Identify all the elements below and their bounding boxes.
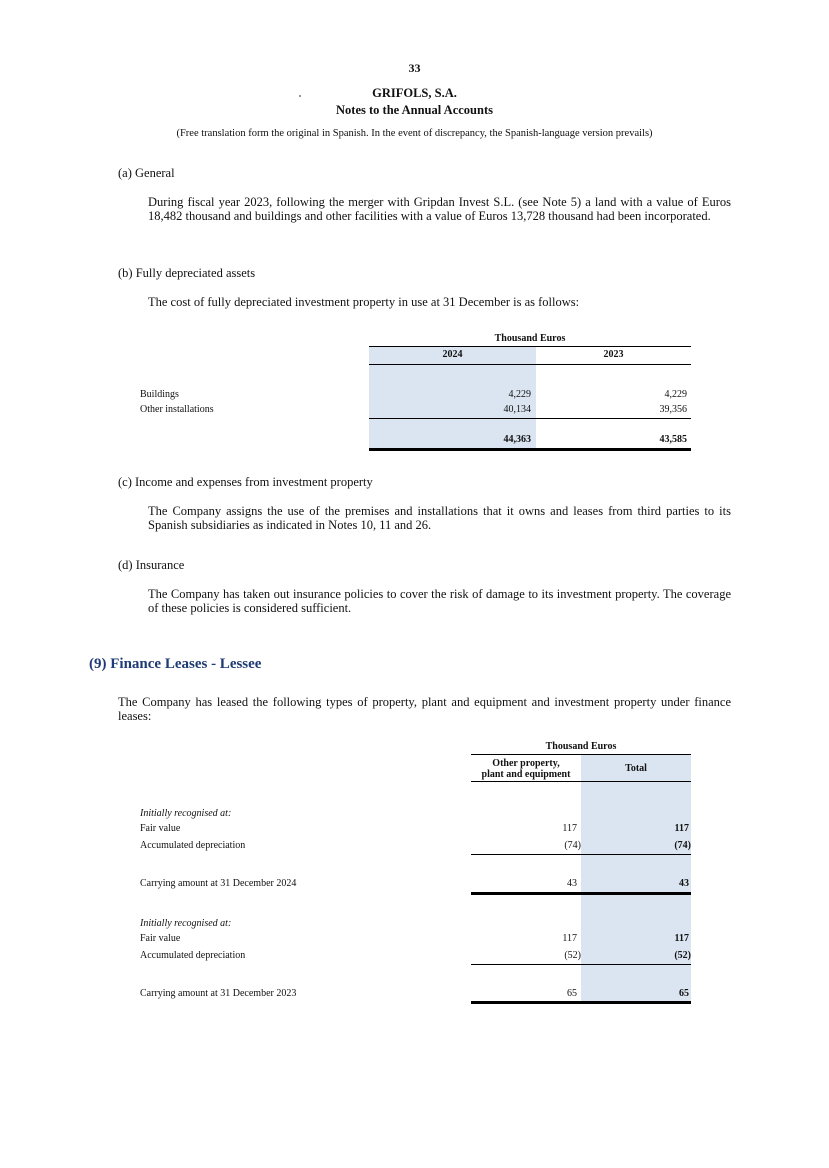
total-double-rule bbox=[471, 1001, 691, 1004]
page-number: 33 bbox=[408, 61, 421, 75]
block-intro: Initially recognised at: bbox=[140, 808, 232, 819]
total-double-rule bbox=[369, 448, 691, 451]
table-total-label: Carrying amount at 31 December 2024 bbox=[140, 878, 297, 889]
column-header-ppe bbox=[471, 758, 581, 780]
section-9-text: The Company has leased the following types of property, plant and equipment and investment property under finance leases: bbox=[118, 695, 731, 723]
section-c-heading: (c) Income and expenses from investment property bbox=[118, 475, 373, 489]
table-total-cell: 44,363 bbox=[503, 434, 531, 445]
table-caption: Thousand Euros bbox=[494, 333, 566, 344]
subtotal-rule bbox=[369, 418, 691, 419]
stray-dot bbox=[299, 95, 301, 97]
table-cell: 117 bbox=[562, 823, 577, 834]
section-a-text: During fiscal year 2023, following the merger with Gripdan Invest S.L. (see Note 5) a land with a value of Euros 18,482 thousand and buildings and other facilities with a value of Euros 13,728 thousand had been incorporated. bbox=[148, 195, 731, 223]
document-subtitle: Notes to the Annual Accounts bbox=[336, 103, 493, 117]
table-cell: (52) bbox=[564, 950, 581, 961]
caption-rule bbox=[471, 754, 691, 755]
table-row-label: Fair value bbox=[140, 933, 181, 944]
subtotal-rule bbox=[471, 964, 691, 965]
translation-disclaimer: (Free translation form the original in Spanish. In the event of discrepancy, the Spanish-language version prevails) bbox=[176, 128, 653, 139]
table-cell: 4,229 bbox=[664, 389, 687, 400]
table-total-label: Carrying amount at 31 December 2023 bbox=[140, 988, 297, 999]
table-cell: 117 bbox=[562, 933, 577, 944]
column-header-ppe-line2: plant and equipment bbox=[481, 769, 571, 780]
table-total-cell: 65 bbox=[567, 988, 577, 999]
table-total-cell: 65 bbox=[679, 988, 689, 999]
table-row-label: Fair value bbox=[140, 823, 181, 834]
section-d-heading: (d) Insurance bbox=[118, 558, 185, 572]
table-row-label: Accumulated depreciation bbox=[140, 950, 246, 961]
caption-rule bbox=[369, 346, 691, 347]
table-total-cell: 43,585 bbox=[659, 434, 687, 445]
table-cell: 117 bbox=[674, 823, 689, 834]
table-caption: Thousand Euros bbox=[545, 741, 617, 752]
column-header-2023: 2023 bbox=[603, 349, 624, 360]
header-rule bbox=[471, 781, 691, 782]
table-cell: (52) bbox=[674, 950, 691, 961]
table-cell: (74) bbox=[674, 840, 691, 851]
table-cell: (74) bbox=[564, 840, 581, 851]
section-d-text: The Company has taken out insurance policies to cover the risk of damage to its investment property. The coverage of these policies is considered sufficient. bbox=[148, 587, 731, 615]
table-row-label: Accumulated depreciation bbox=[140, 840, 246, 851]
total-double-rule bbox=[471, 892, 691, 895]
table-row-label: Other installations bbox=[140, 404, 214, 415]
table-total-cell: 43 bbox=[567, 878, 577, 889]
column-header-total: Total bbox=[625, 763, 647, 774]
company-name: GRIFOLS, S.A. bbox=[372, 86, 457, 100]
table-cell: 117 bbox=[674, 933, 689, 944]
section-a-heading: (a) General bbox=[118, 166, 175, 180]
block-intro: Initially recognised at: bbox=[140, 918, 232, 929]
header-rule bbox=[369, 364, 691, 365]
column-header-ppe-line1: Other property, bbox=[492, 758, 560, 769]
table-cell: 40,134 bbox=[503, 404, 531, 415]
table-cell: 4,229 bbox=[508, 389, 531, 400]
table-row-label: Buildings bbox=[140, 389, 179, 400]
table-cell: 39,356 bbox=[659, 404, 687, 415]
section-b-heading: (b) Fully depreciated assets bbox=[118, 266, 256, 280]
column-header-2024: 2024 bbox=[442, 349, 463, 360]
section-9-title: (9) Finance Leases - Lessee bbox=[89, 656, 262, 672]
table-total-cell: 43 bbox=[679, 878, 689, 889]
subtotal-rule bbox=[471, 854, 691, 855]
section-c-text: The Company assigns the use of the premises and installations that it owns and leases from third parties to its Spanish subsidiaries as indicated in Notes 10, 11 and 26. bbox=[148, 504, 731, 532]
section-b-text: The cost of fully depreciated investment property in use at 31 December is as follows: bbox=[148, 295, 580, 309]
